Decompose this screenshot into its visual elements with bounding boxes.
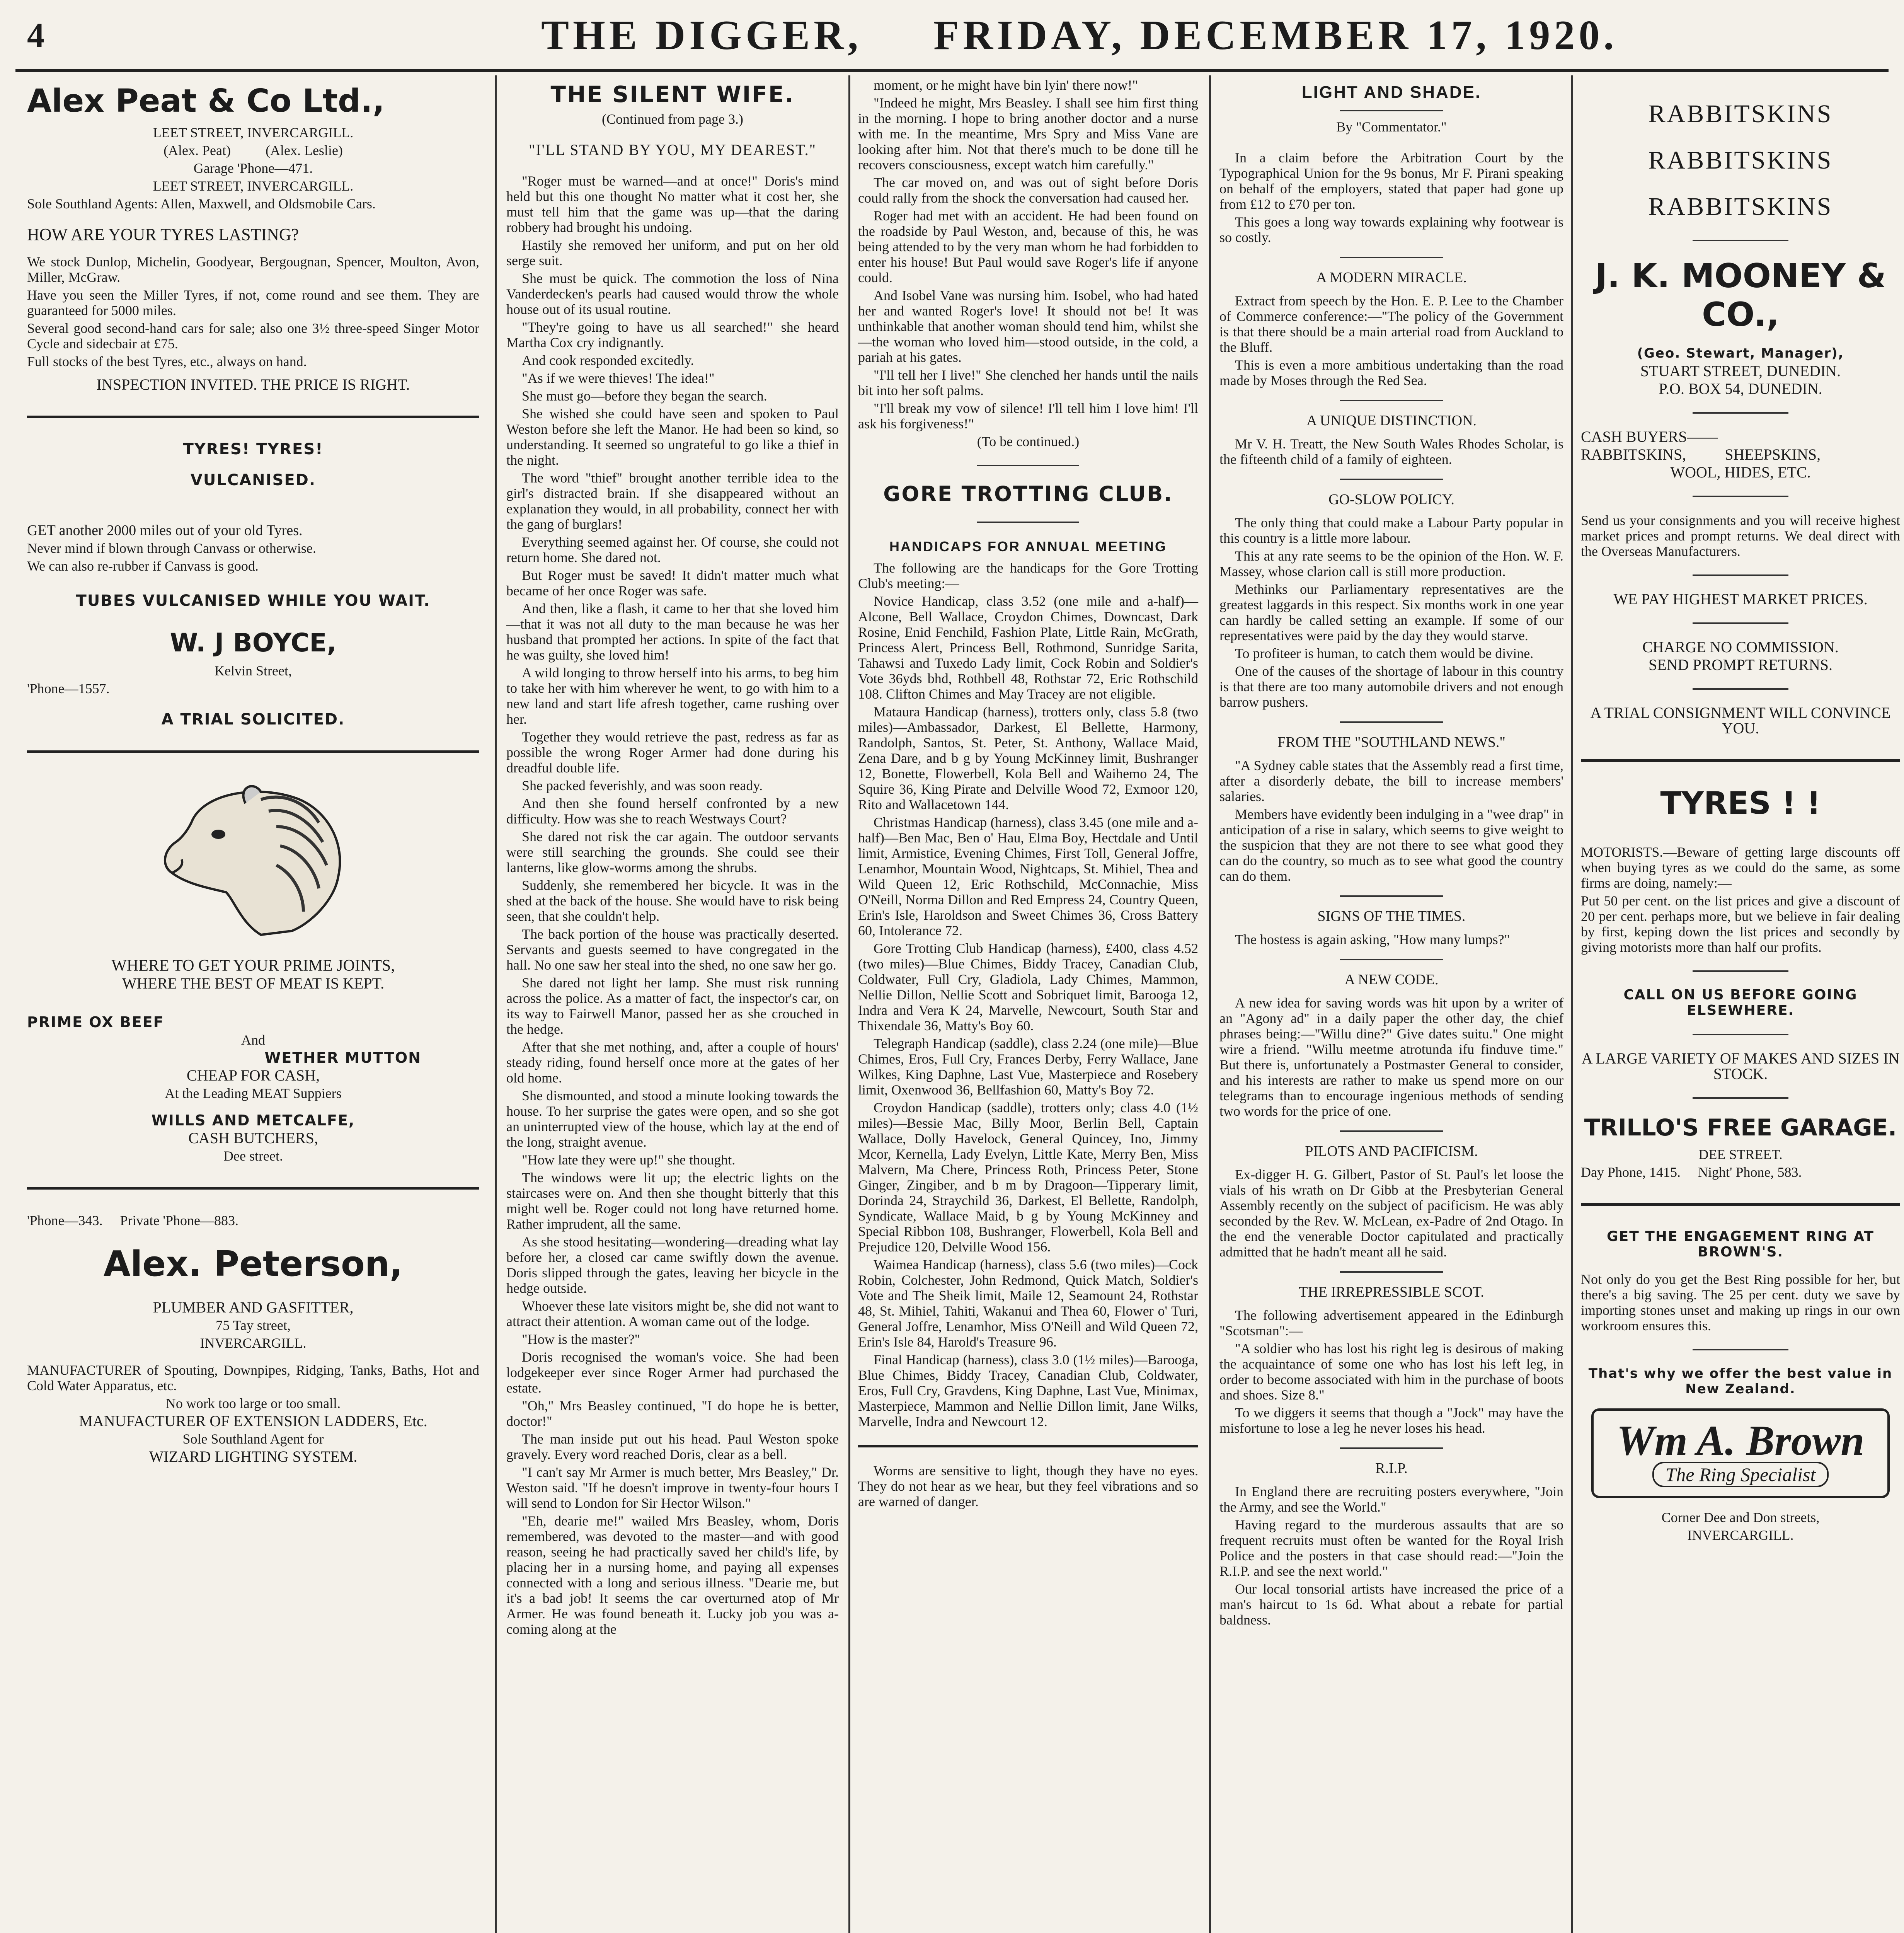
ad-alex-peterson [27, 1213, 479, 1464]
ad-boyce [27, 441, 479, 727]
paragraph: Waimea Handicap (harness), class 5.6 (two miles)—Cock Robin, Colchester, John Redmond, Quick Match, Soldier's Vote and The Sheik limit, Maile 12, Seamount 24, Rothstar 48, St. Mihiel, Tahiti, Wakanui and Thea 60, Flower o' Turi, General Joffre, Lenamhor, Miss O'Neill and Wild Queen 72, Erin's Isle 84, Harold's Treasure 96. [858, 1257, 1198, 1350]
ad-company-name: Alex. Peterson, [103, 1244, 403, 1284]
ad-phone: 'Phone—1557. [27, 681, 110, 696]
paragraph: This is even a more ambitious undertaking than the road made by Moses through the Red Sea. [1219, 357, 1563, 388]
column-sections [1219, 257, 1563, 1628]
ad-heading: RABBITSKINS [1648, 100, 1833, 128]
divider [27, 1187, 479, 1190]
filler-text: Worms are sensitive to light, though they have no eyes. They do not hear as we hear, but they feel vibrations and so are warned of danger. [858, 1463, 1198, 1509]
paragraph: Christmas Handicap (harness), class 3.45 (one mile and a-half)—Ben Mac, Ben o' Hau, Elma Boy, Hectdale and Until limit, Armistice, Evening Chimes, First Toll, General Joffre, Lenamhor, Mountain Wood, Nightcaps, St. Mihiel, Thea and Wild Queen 12, Eric Rothschild, McConnachie, Miss O'Neill, Norma Dillon and Red Empress 24, Country Queen, Erin's Isle, Haroldson and Sweet Chimes 36, Cross Battery 60, Intolerance 72. [858, 815, 1198, 938]
paragraph: One of the causes of the shortage of labour in this country is that there are too many automobile drivers and not enough barrow pushers. [1219, 663, 1563, 710]
issue-date: FRIDAY, DECEMBER 17, 1920. [933, 12, 1618, 58]
ad-text: GET another 2000 miles out of your old Tyres. [27, 522, 303, 539]
paragraph: A wild longing to throw herself into his arms, to beg him to take her with him wherever he went, to go with him to a new land and start life afresh together, came rushing over her. [506, 665, 839, 727]
divider [977, 522, 1079, 523]
ad-address: INVERCARGILL. [200, 1335, 307, 1351]
paragraph: "They're going to have us all searched!" she heard Martha Cox cry indignantly. [506, 319, 839, 350]
ad-text: A LARGE VARIETY OF MAKES AND SIZES IN STOCK. [1581, 1050, 1900, 1082]
paragraph: She packed feverishly, and was soon ready. [522, 778, 763, 793]
ad-address: LEET STREET, INVERCARGILL. [153, 125, 354, 140]
ad-heading: GET THE ENGAGEMENT RING AT BROWN'S. [1607, 1229, 1874, 1260]
ad-text: CASH BUYERS—— [1581, 428, 1718, 445]
ad-text: WETHER MUTTON [264, 1049, 421, 1066]
section-heading: A UNIQUE DISTINCTION. [1306, 413, 1477, 429]
paragraph: moment, or he might have bin lyin' there now!" [874, 77, 1138, 93]
divider [1693, 412, 1788, 414]
ad-text: Sole Southland Agent for [182, 1431, 324, 1447]
divider [1340, 1130, 1443, 1132]
byline: By "Commentator." [1336, 119, 1447, 135]
ad-text: MANUFACTURER of Spouting, Downpipes, Ridging, Tanks, Baths, Hot and Cold Water Apparatus, etc. [27, 1362, 479, 1393]
column-silent-wife [499, 77, 846, 1933]
ad-text: A TRIAL CONSIGNMENT WILL CONVINCE YOU. [1590, 704, 1891, 737]
divider [1340, 479, 1443, 480]
paragraph: "Roger must be warned—and at once!" Doris's mind held but this one thought No matter what it cost her, she must tell him that the game was up—that the daring robbery had brought his undoing. [506, 173, 839, 235]
ad-text: PRIME OX BEEF [27, 1014, 164, 1031]
ad-address: STUART STREET, DUNEDIN. [1640, 362, 1841, 380]
divider [1581, 1203, 1900, 1206]
paragraph: To we diggers it seems that though a "Jock" may have the misfortune to lose a leg he never loses his head. [1219, 1405, 1563, 1436]
paragraph: The man inside put out his head. Paul Weston spoke gravely. Every word reached Doris, clear as a bell. [506, 1431, 839, 1462]
newspaper-title [541, 12, 1618, 60]
ad-text: WIZARD LIGHTING SYSTEM. [149, 1448, 358, 1465]
handicaps-list [858, 560, 1198, 1429]
ad-address: Kelvin Street, [215, 663, 292, 678]
ad-phone: 'Phone—343. Private 'Phone—883. [27, 1213, 238, 1228]
ad-text: CALL ON US BEFORE GOING ELSEWHERE. [1623, 987, 1858, 1018]
brown-logo [1591, 1408, 1890, 1498]
ad-text: WE PAY HIGHEST MARKET PRICES. [1613, 590, 1868, 608]
paragraph: She wished she could have seen and spoken to Paul Weston before she left the Manor. He had been so kind, so understanding. It seemed so ungrateful to go like a thief in the night. [506, 406, 839, 468]
ad-phone: Garage 'Phone—471. [193, 160, 313, 176]
paragraph: "I'll break my vow of silence! I'll tell him I love him! I'll ask his forgiveness!" [858, 401, 1198, 431]
ad-address: Corner Dee and Don streets, [1661, 1510, 1820, 1525]
ad-text: Send us your consignments and you will receive highest market prices and prompt returns. We deal direct with the Overseas Manufacturers. [1581, 513, 1900, 559]
divider [1693, 1349, 1788, 1350]
column-divider [495, 75, 497, 1933]
column-story-and-trotting [850, 77, 1206, 1933]
ad-trillo [1581, 785, 1900, 1180]
divider [1693, 622, 1788, 624]
ad-heading: RABBITSKINS [1648, 146, 1833, 174]
paragraph: "As if we were thieves! The idea!" [522, 370, 715, 386]
section-heading: PILOTS AND PACIFICISM. [1305, 1143, 1478, 1159]
section-heading: SIGNS OF THE TIMES. [1317, 908, 1466, 924]
paragraph: The back portion of the house was practically deserted. Servants and guests seemed to have congregated in the hall. No one saw her steal into the shed, no one saw her go. [506, 926, 839, 973]
ad-heading: TYRES ! ! [1660, 785, 1821, 821]
paragraph: Ex-digger H. G. Gilbert, Pastor of St. Paul's let loose the vials of his wrath on Dr Gibb at the Presbyterian General Assembly recently on the subject of pacificism. He was ably seconded by the Rev. W. McLean, ex-Padre of 2nd Otago. In the end the venerable Doctor capitulated and practically admitted that he hadn't meant all he said. [1219, 1167, 1563, 1260]
paragraph: She dismounted, and stood a minute looking towards the house. To her surprise the gates were open, and so she got an uninterrupted view of the house, which lay at the end of the long, straight avenue. [506, 1088, 839, 1150]
divider [1693, 240, 1788, 241]
ad-mooney [1581, 101, 1900, 736]
paragraph: "A Sydney cable states that the Assembly read a first time, after a disorderly debate, the bill to increase members' salaries. [1219, 758, 1563, 804]
ad-text: Have you seen the Miller Tyres, if not, come round and see them. They are guaranteed for 5000 miles. [27, 287, 479, 318]
paragraph: "Eh, dearie me!" wailed Mrs Beasley, whom, Doris remembered, was devoted to the master—and with good reason, seeing he had practically saved her child's life, by placing her in a nursing home, and paying all expenses connected with a long and serious illness. "Dearie me, but it's a bad job! It seems the car overturned atop of Mr Armer. He was found beneath it. Lucky job you was a-coming along at the [506, 1513, 839, 1637]
section-title: LIGHT AND SHADE. [1301, 83, 1482, 102]
paragraph: The car moved on, and was out of sight before Doris could rally from the shock the conversation had caused her. [858, 175, 1198, 206]
paragraph: Our local tonsorial artists have increased the price of a man's haircut to 1s 6d. What about a rebate for partial baldness. [1219, 1581, 1563, 1628]
column-intro [1219, 150, 1563, 245]
ad-text: PLUMBER AND GASFITTER, [153, 1299, 354, 1316]
ad-heading: WHERE TO GET YOUR PRIME JOINTS, [111, 957, 395, 975]
ad-text: At the Leading MEAT Suppiers [165, 1086, 342, 1101]
ad-company-name: TRILLO'S FREE GARAGE. [1584, 1114, 1897, 1141]
divider [858, 1445, 1198, 1447]
paragraph: Suddenly, she remembered her bicycle. It was in the shed at the back of the house. She would have to risk being seen, that she couldn't help. [506, 878, 839, 924]
paragraph: Having regard to the murderous assaults that are so frequent recruits must often be wanted for the Royal Irish Police and the posters in that case should read:—"Join the R.I.P. and see the next world." [1219, 1517, 1563, 1579]
ad-text: Not only do you get the Best Ring possible for her, but there's a big saving. The 25 per cent. duty we save by importing stones unset and making up rings in our own workroom ensures this. [1581, 1272, 1900, 1333]
column-ads-left [15, 77, 491, 1933]
paragraph: Methinks our Parliamentary representatives are the greatest laggards in this respect. Six months work in one year can hardly be called setting an example. If some of our representatives were paid by the day they would starve. [1219, 581, 1563, 643]
paragraph: The hostess is again asking, "How many lumps?" [1235, 932, 1510, 947]
ad-text: We stock Dunlop, Michelin, Goodyear, Bergougnan, Spencer, Moulton, Avon, Miller, McGraw. [27, 254, 479, 285]
divider [1340, 1447, 1443, 1449]
ad-text: MANUFACTURER OF EXTENSION LADDERS, Etc. [79, 1412, 427, 1430]
sheep-head-icon [145, 776, 361, 943]
story-body [506, 173, 839, 1637]
paragraph: To profiteer is human, to catch them would be divine. [1235, 646, 1534, 661]
paragraph: "I'll tell her I live!" She clenched her hands until the nails bit into her soft palms. [858, 367, 1198, 398]
paragraph: "A soldier who has lost his right leg is desirous of making the acquaintance of some one who has lost his left leg, in order to become associated with him in the purchase of boots and shoes. Size 8." [1219, 1341, 1563, 1403]
ad-heading: TUBES VULCANISED WHILE YOU WAIT. [76, 592, 431, 610]
ad-company-name: Alex Peat & Co Ltd., [27, 83, 385, 119]
paragraph: And cook responded excitedly. [522, 353, 694, 368]
ad-heading: A TRIAL SOLICITED. [161, 711, 345, 728]
ad-text: No work too large or too small. [165, 1396, 341, 1411]
paragraph: After that she met nothing, and, after a couple of hours' steady riding, found herself once more at the gates of her old home. [506, 1039, 839, 1086]
paragraph: "How is the master?" [522, 1331, 640, 1347]
ad-text: Never mind if blown through Canvass or otherwise. [27, 540, 316, 556]
divider [1340, 257, 1443, 258]
logo-tagline: The Ring Specialist [1652, 1462, 1829, 1487]
ad-company-name: W. J BOYCE, [170, 628, 337, 658]
paragraph: Final Handicap (harness), class 3.0 (1½ miles)—Barooga, Blue Chimes, Biddy Tracey, Canadian Club, Coldwater, Eros, Full Cry, Gravdens, King Daphne, Last Vue, Minimax, Masterpiece, Mammon and Nellie Dillon limit, Jane Wilks, Marvelle, Indra and Newcourt 12. [858, 1352, 1198, 1429]
ad-text: (Geo. Stewart, Manager), [1637, 346, 1844, 361]
column-ads-right [1573, 77, 1904, 1933]
ad-heading: WHERE THE BEST OF MEAT IS KEPT. [122, 975, 385, 992]
ad-text: INSPECTION INVITED. THE PRICE IS RIGHT. [96, 376, 410, 393]
section-subtitle: HANDICAPS FOR ANNUAL MEETING [889, 539, 1167, 554]
paragraph: And then she found herself confronted by a new difficulty. How was she to reach Westways Court? [506, 796, 839, 827]
divider [1693, 1034, 1788, 1035]
paragraph: "Oh," Mrs Beasley continued, "I do hope he is better, doctor!" [506, 1398, 839, 1429]
paragraph: "Indeed he might, Mrs Beasley. I shall see him first thing in the morning. I hope to bring another doctor and a nurse with me. In the meantime, Mrs Spry and Miss Vane are looking after him. Not that there's much to be done till he recovers consciousness, except watch him carefully." [858, 95, 1198, 172]
ad-address: Dee street. [223, 1148, 283, 1164]
ad-company-name: WILLS AND METCALFE, [151, 1112, 355, 1129]
paragraph: But Roger must be saved! It didn't matter much what became of her once Roger was safe. [506, 568, 839, 598]
paragraph: And Isobel Vane was nursing him. Isobel, who had hated her and wanted Roger's love! It should not be! It was unthinkable that another woman should tend him, whilst she—the woman who loved him—stood outside, in the cold, a pariah at his gates. [858, 288, 1198, 365]
divider [1340, 895, 1443, 897]
paragraph: In England there are recruiting posters everywhere, "Join the Army, and see the World." [1219, 1484, 1563, 1515]
paragraph: The windows were lit up; the electric lights on the staircases were on. And then she thought bitterly that this might well be. Roger could not long have returned home. Rather imprudent, all the same. [506, 1170, 839, 1232]
ad-address: INVERCARGILL. [1687, 1527, 1794, 1543]
ad-alex-peat [27, 83, 479, 392]
ad-text: CASH BUTCHERS, [188, 1129, 318, 1147]
ad-address: 75 Tay street, [216, 1318, 291, 1333]
paragraph: Extract from speech by the Hon. E. P. Lee to the Chamber of Commerce conference:—"The policy of the Government is that there should be a main arterial road from Auckland to the Bluff. [1219, 293, 1563, 355]
paragraph: The following are the handicaps for the Gore Trotting Club's meeting:— [858, 560, 1198, 591]
divider [1340, 1271, 1443, 1273]
ad-text: MOTORISTS.—Beware of getting large discounts off when buying tyres as we could do the same, as some firms are doing, namely:— [1581, 844, 1900, 891]
paragraph: Members have evidently been indulging in a "wee drap" in anticipation of a rise in salary, which seems to give weight to the suspicion that they are not there to see what good they can do the country, so much as to see what good the country can do them. [1219, 806, 1563, 884]
ad-text: CHEAP FOR CASH, [186, 1067, 320, 1084]
paragraph: Croydon Handicap (saddle), trotters only; class 4.0 (1½ miles)—Bessie Mac, Billy Moor, Berlin Bell, Captain Wallace, Dolly Havelock, General Quincey, Ino, Jimmy Mcor, Kernella, Lady Evelyn, Little Kate, Merry Ben, Miss Malvern, Ma Chere, Princess Roth, Princess Peter, Stone Ginger, Zingiber, and b m by Dragoon—Tipperary limit, Dorinda 24, Straychild 36, Darkest, El Bellette, Randolph, Syndicate, Wallace Maid, b g by Young McKinney and Special Ribbon 108, Bushranger, Flowerbell, Kola Bell and Prejudice 120, Delville Wood 156. [858, 1100, 1198, 1255]
ad-text: Put 50 per cent. on the list prices and give a discount of 20 per cent. perhaps more, but we believe in fair dealing by first, keping down the list prices and secondly by giving motorists more than half our profits. [1581, 893, 1900, 955]
ad-partners: (Alex. Peat) (Alex. Leslie) [163, 143, 343, 158]
ad-text: WOOL, HIDES, ETC. [1670, 464, 1811, 481]
section-title: GORE TROTTING CLUB. [883, 482, 1173, 506]
story-body [858, 77, 1198, 431]
paragraph: Together they would retrieve the past, redress as far as possible the wrong Roger Armer had done during his dreadful double life. [506, 729, 839, 776]
paragraph: She dared not light her lamp. She must risk running across the police. As a matter of fact, the inspector's car, on its way to Fairwell Manor, passed her as she crouched in the hedge. [506, 975, 839, 1037]
ad-text: RABBITSKINS, SHEEPSKINS, [1581, 446, 1821, 463]
paragraph: And then, like a flash, it came to her that she loved him—that it was not all duty to the man because he was her husband that prompted her actions. In spite of the fact that he was guilty, she loved him! [506, 601, 839, 663]
section-heading: GO-SLOW POLICY. [1328, 491, 1454, 508]
paragraph: Mr V. H. Treatt, the New South Wales Rhodes Scholar, is the fifteenth child of a family of eighteen. [1219, 436, 1563, 467]
paragraph: The word "thief" brought another terrible idea to the girl's distracted brain. If she disappeared without an explanation they would, in all probability, connect her with the gang of burglars! [506, 470, 839, 532]
ad-text: CHARGE NO COMMISSION. [1642, 638, 1839, 656]
divider [1340, 959, 1443, 960]
masthead-rule [15, 69, 1889, 72]
paragraph: "How late they were up!" she thought. [522, 1152, 736, 1168]
ad-text: SEND PROMPT RETURNS. [1648, 656, 1833, 673]
ad-heading: HOW ARE YOUR TYRES LASTING? [27, 225, 299, 244]
ad-heading: VULCANISED. [190, 471, 316, 489]
chapter-title: "I'LL STAND BY YOU, MY DEAREST." [529, 141, 816, 159]
paragraph: The following advertisement appeared in the Edinburgh "Scotsman":— [1219, 1307, 1563, 1338]
divider [1693, 688, 1788, 690]
ad-phone: Day Phone, 1415. Night' Phone, 583. [1581, 1164, 1802, 1180]
paragraph: The only thing that could make a Labour Party popular in this country is a little more labour. [1219, 515, 1563, 546]
ad-address: LEET STREET, INVERCARGILL. [153, 178, 354, 194]
ad-company-name: J. K. MOONEY & CO., [1595, 257, 1886, 334]
ad-address: DEE STREET. [1698, 1147, 1783, 1162]
masthead [0, 0, 1904, 72]
paragraph: "I can't say Mr Armer is much better, Mrs Beasley," Dr. Weston said. "If he doesn't improve in twenty-four hours I will send to London for Sir Hector Wilson." [506, 1464, 839, 1511]
divider [1340, 721, 1443, 723]
section-heading: A MODERN MIRACLE. [1316, 269, 1467, 286]
paragraph: As she stood hesitating—wondering—dreading what lay before her, a closed car came swiftly down the avenue. Doris slipped through the gates, leaving her bicycle in the hedge outside. [506, 1234, 839, 1296]
ad-address: P.O. BOX 54, DUNEDIN. [1659, 380, 1822, 397]
divider [27, 416, 479, 418]
paragraph: A new idea for saving words was hit upon by a writer of an "Agony ad" in a daily paper the other day, the chief phrases being:—"Willu dine?" Give dates suitu." One might wire a friend. "Willu meetme atrotunda ifu finduve time." But there is, unfortunately a Postmaster General to consider, and his interests are rather to make us spend more on our telegrams than to encourage ingenious methods of sending two words for the price of one. [1219, 995, 1563, 1119]
section-heading: A NEW CODE. [1344, 972, 1439, 988]
logo-name: Wm A. Brown [1616, 1417, 1865, 1464]
divider [1693, 496, 1788, 497]
divider [1693, 1097, 1788, 1099]
paragraph: This at any rate seems to be the opinion of the Hon. W. F. Massey, whose clarion call is still more production. [1219, 548, 1563, 579]
ad-text: Several good second-hand cars for sale; also one 3½ three-speed Singer Motor Cycle and sidecbair at £75. [27, 320, 479, 351]
paragraph: She dared not risk the car again. The outdoor servants were still searching the grounds. She could see their lanterns, like glow-worms among the shrubs. [506, 829, 839, 875]
section-heading: THE IRREPRESSIBLE SCOT. [1299, 1284, 1484, 1300]
divider [1693, 970, 1788, 972]
ad-text: That's why we offer the best value in New Zealand. [1588, 1366, 1893, 1397]
to-be-continued: (To be continued.) [977, 434, 1080, 449]
ad-text: Sole Southland Agents: Allen, Maxwell, and Oldsmobile Cars. [27, 196, 376, 211]
ad-heading: RABBITSKINS [1648, 193, 1833, 221]
paper-name: THE DIGGER, [541, 12, 862, 58]
paragraph: She must go—before they began the search. [522, 388, 767, 404]
paragraph: Everything seemed against her. Of course, she could not return home. She dared not. [506, 534, 839, 565]
story-title: THE SILENT WIFE. [550, 81, 795, 107]
ad-text: Full stocks of the best Tyres, etc., always on hand. [27, 354, 307, 369]
paragraph: Hastily she removed her uniform, and put on her old serge suit. [506, 237, 839, 268]
page-number: 4 [27, 16, 44, 55]
divider [1340, 110, 1443, 111]
column-light-and-shade [1212, 77, 1571, 1933]
divider [1581, 759, 1900, 762]
paragraph: She must be quick. The commotion the loss of Nina Vanderdecken's pearls had caused would throw the whole house out of its usual routine. [506, 271, 839, 317]
divider [1693, 574, 1788, 576]
story-continued: (Continued from page 3.) [602, 111, 743, 127]
ad-heading: TYRES! TYRES! [183, 440, 324, 458]
paragraph: Whoever these late visitors might be, she did not want to attract their attention. A woman came out of the lodge. [506, 1298, 839, 1329]
paragraph: Telegraph Handicap (saddle), class 2.24 (one mile)—Blue Chimes, Eros, Full Cry, Frances Derby, Ferry Wallace, Jane Wilkes, King Daphne, Last Vue, Masterpiece and Rosebery limit, Oxenwood 36, Bellfashion 60, Matty's Boy 72. [858, 1036, 1198, 1098]
paragraph: In a claim before the Arbitration Court by the Typographical Union for the 9s bonus, Mr F. Pirani speaking on behalf of the employers, stated that paper had gone up from £12 to £70 per ton. [1219, 150, 1563, 212]
divider [977, 465, 1079, 466]
section-heading: FROM THE "SOUTHLAND NEWS." [1277, 734, 1505, 750]
ad-brown [1581, 1229, 1900, 1543]
paragraph: Novice Handicap, class 3.52 (one mile and a-half)—Alcone, Bell Wallace, Croydon Chimes, Downcast, Dark Rosine, Enid Fenchild, Fashion Plate, Little Rain, McGrath, Princess Alert, Princess Bell, Rothmond, Sunridge Sarita, Tahawsi and Tuxedo Lady limit, Cock Robin and Soldier's Vote 36yds bhd, Rothbell 48, Rothstar 72, Eric Rothschild 108. Clifton Chimes and May Tracey are not eligible. [858, 593, 1198, 702]
paragraph: Roger had met with an accident. He had been found on the roadside by Paul Weston, and, because of this, he was being attended to by the very man whom he had forbidden to enter his house! But Paul would save Roger's life if anyone could. [858, 208, 1198, 285]
section-heading: R.I.P. [1375, 1460, 1408, 1476]
ad-text: And [241, 1032, 265, 1048]
paragraph: Mataura Handicap (harness), trotters only, class 5.8 (two miles)—Ambassador, Darkest, El Bellette, Harmony, Randolph, Santos, St. Peter, St. Anthony, Wallace Maid, Zena Dare, and b g by Young McKinney limit, Bushranger 12, Bonette, Flowerbell, Kola Bell and Waihemo 24, The Squire 36, King Pirate and Delville Wood 72, Exmoor 120, Rito and Wallacetown 144. [858, 704, 1198, 812]
divider [1340, 400, 1443, 401]
ad-wills-metcalfe [27, 776, 479, 1164]
paragraph: Gore Trotting Club Handicap (harness), £400, class 4.52 (two miles)—Blue Chimes, Biddy Tracey, Canadian Club, Coldwater, Full Cry, Gladiola, Lady Chimes, Mammon, Nellie Dillon, Nellie Scott and Sobriquet limit, Barooga 12, Indra and Vera K 24, Marvelle, Newcourt, South Star and Thixendale 36, Matty's Boy 60. [858, 941, 1198, 1033]
paragraph: Doris recognised the woman's voice. She had been lodgekeeper ever since Roger Armer had purchased the estate. [506, 1349, 839, 1396]
paragraph: This goes a long way towards explaining why footwear is so costly. [1219, 214, 1563, 245]
divider [27, 750, 479, 753]
column-divider [1209, 75, 1211, 1933]
ad-text: We can also re-rubber if Canvass is good. [27, 558, 259, 574]
